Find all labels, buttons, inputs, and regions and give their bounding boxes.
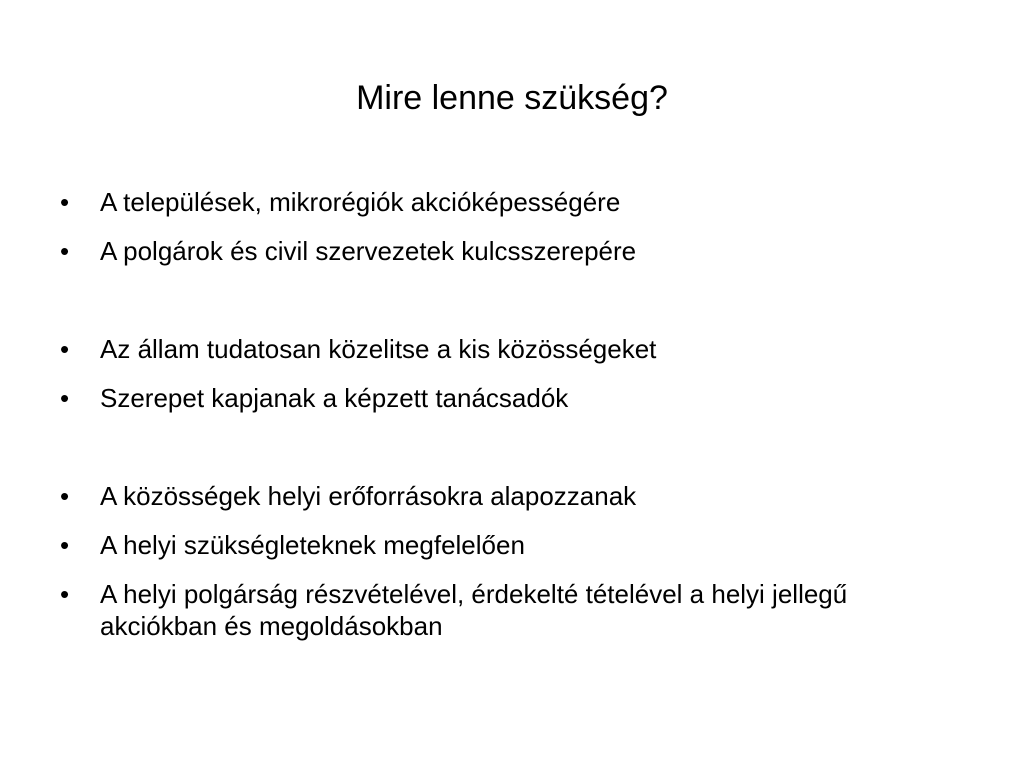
bullet-text: A helyi szükségleteknek megfelelően xyxy=(100,530,525,560)
bullet-item xyxy=(56,480,956,512)
bullet-item xyxy=(56,186,956,218)
bullet-icon: • xyxy=(60,481,70,511)
bullet-text: A polgárok és civil szervezetek kulcsszerepére xyxy=(100,236,637,266)
bullet-text: A közösségek helyi erőforrásokra alapozzanak xyxy=(100,481,637,511)
bullet-list xyxy=(56,186,956,659)
bullet-text: Az állam tudatosan közelitse a kis közösségeket xyxy=(100,334,657,364)
bullet-icon: • xyxy=(60,530,70,560)
bullet-item xyxy=(56,382,956,414)
bullet-icon: • xyxy=(60,187,70,217)
bullet-icon: • xyxy=(60,334,70,364)
bullet-item xyxy=(56,578,956,642)
bullet-text: Szerepet kapjanak a képzett tanácsadók xyxy=(100,383,569,413)
bullet-icon: • xyxy=(60,579,70,609)
bullet-item xyxy=(56,333,956,365)
bullet-text: A települések, mikrorégiók akcióképességére xyxy=(100,187,621,217)
bullet-icon: • xyxy=(60,383,70,413)
slide-title: Mire lenne szükség? xyxy=(356,79,668,117)
bullet-item xyxy=(56,529,956,561)
bullet-icon: • xyxy=(60,236,70,266)
bullet-item xyxy=(56,235,956,267)
bullet-text: A helyi polgárság részvételével, érdekelté tételével a helyi jellegű akciókban és megoldásokban xyxy=(100,579,848,641)
